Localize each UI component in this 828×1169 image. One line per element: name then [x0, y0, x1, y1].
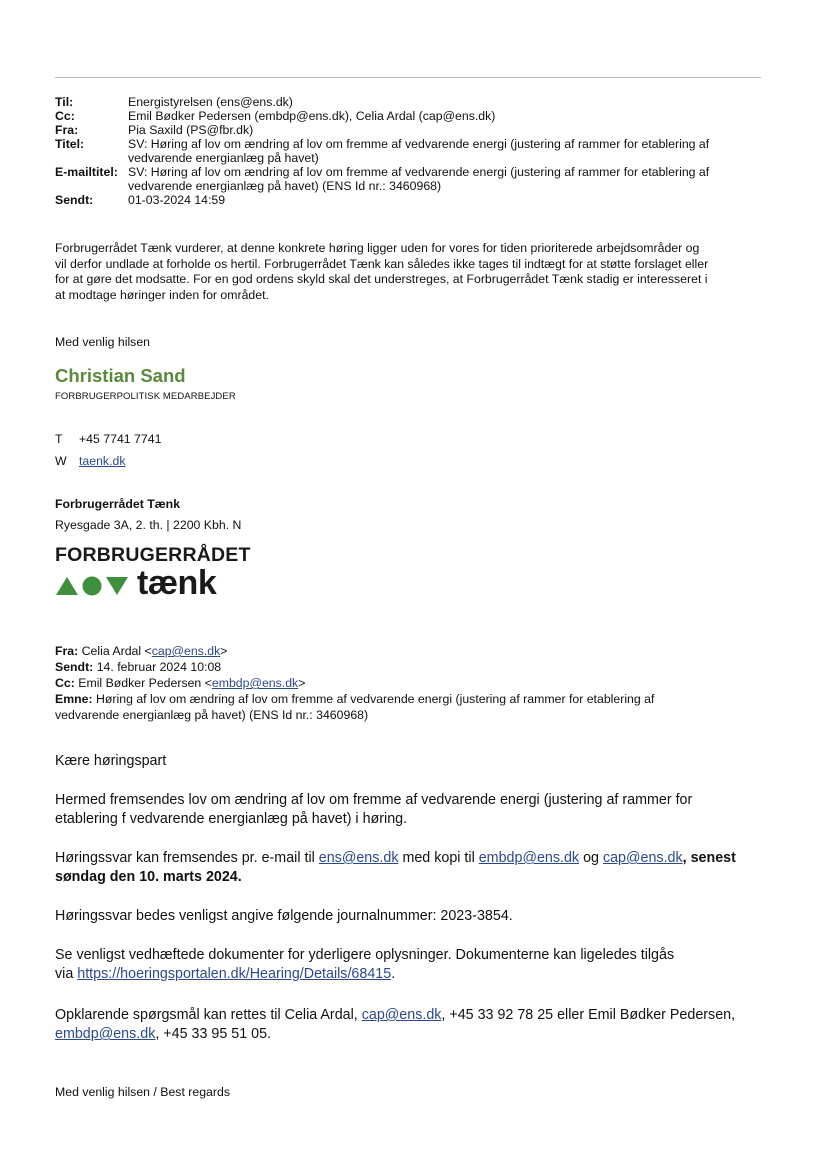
salutation: Kære høringspart: [55, 753, 167, 769]
fw-cc-name: Emil Bødker Pedersen <: [78, 676, 212, 690]
fw-sent-label: Sendt:: [55, 660, 94, 674]
closing: Med venlig hilsen / Best regards: [55, 1085, 230, 1099]
fw-subject-line1: Høring af lov om ændring af lov om fremme af vedvarende energi (justering af rammer for etablering af: [96, 692, 655, 706]
p1-line1: Hermed fremsendes lov om ændring af lov om fremme af vedvarende energi (justering af rammer for: [55, 792, 693, 808]
emailtitle-value: [128, 165, 765, 193]
p4-line1: Se venligst vedhæftede dokumenter for yderligere oplysninger. Dokumenterne kan ligeledes tilgås: [55, 947, 675, 963]
intro-paragraph: [55, 241, 765, 303]
p5-text-b: , +45 33 92 78 25 eller Emil Bødker Pedersen,: [441, 1007, 736, 1023]
paragraph-2: [55, 849, 770, 887]
logo-top-text: FORBRUGERRÅDET: [55, 544, 251, 566]
paragraph-1: [55, 791, 770, 829]
p2-link-cap[interactable]: cap@ens.dk: [602, 850, 683, 866]
forwarded-subject-row: [55, 691, 770, 723]
p2-link-embdp[interactable]: embdp@ens.dk: [478, 850, 580, 866]
p5-text-a: Opklarende spørgsmål kan rettes til Celia Ardal,: [55, 1007, 362, 1023]
fw-cc-email[interactable]: embdp@ens.dk: [211, 676, 299, 690]
p4-via: via: [55, 966, 78, 982]
emailtitle-label: E-mailtitel:: [55, 165, 118, 179]
fw-subject-line2: vedvarende energianlæg på havet) (ENS Id nr.: 3460968): [55, 708, 369, 722]
p2-text-c: og: [579, 850, 603, 866]
forbrugerraadet-logo: [55, 545, 251, 600]
fw-sent-value: 14. februar 2024 10:08: [96, 660, 222, 674]
title-label: Titel:: [55, 137, 85, 151]
fw-cc-label: Cc:: [55, 676, 75, 690]
p1-line2: etablering f vedvarende energianlæg på havet) i høring.: [55, 811, 408, 827]
forwarded-from-row: [55, 643, 770, 659]
paragraph-5: [55, 1006, 770, 1044]
p2-text-b: med kopi til: [398, 850, 479, 866]
fw-from-close: >: [220, 644, 228, 658]
signature-address: Ryesgade 3A, 2. th. | 2200 Kbh. N: [55, 518, 242, 532]
fw-from-name: Celia Ardal <: [81, 644, 152, 658]
to-label: Til:: [55, 95, 74, 109]
sent-label: Sendt:: [55, 193, 94, 207]
title-value-line1: SV: Høring af lov om ændring af lov om fremme af vedvarende energi (justering af rammer for etablering af: [128, 137, 710, 151]
p2-bold-1: , senest: [682, 850, 736, 866]
intro-line: vil derfor undlade at forholde os hertil. Forbrugerrådet Tænk kan således ikke tages til indtægt for at støtte forslaget eller: [55, 256, 709, 271]
fw-cc-close: >: [298, 676, 306, 690]
signature-web-row: [55, 454, 126, 468]
header-to-row: [55, 95, 765, 109]
header-title-row: [55, 137, 765, 165]
header-emailtitle-row: [55, 165, 765, 193]
cc-label: Cc:: [55, 109, 75, 123]
forwarded-header: [55, 643, 770, 723]
forwarded-sent-row: [55, 659, 770, 675]
header-from-row: [55, 123, 765, 137]
p5-link-embdp[interactable]: embdp@ens.dk: [55, 1026, 156, 1042]
p2-text-a: Høringssvar kan fremsendes pr. e-mail til: [55, 850, 319, 866]
logo-word: tænk: [137, 564, 217, 602]
p2-bold-2: søndag den 10. marts 2024.: [55, 869, 242, 885]
signature-phone-row: [55, 432, 161, 446]
sent-value: 01-03-2024 14:59: [128, 193, 226, 207]
signature-role: FORBRUGERPOLITISK MEDARBEJDER: [55, 391, 236, 402]
paragraph-4: [55, 946, 770, 984]
logo-shapes-icon: [55, 568, 131, 598]
intro-line: at modtage høringer inden for området.: [55, 287, 269, 302]
fw-subject-label: Emne:: [55, 692, 93, 706]
emailtitle-value-line2: vedvarende energianlæg på havet) (ENS Id nr.: 3460968): [128, 179, 442, 193]
signature-greeting: Med venlig hilsen: [55, 335, 151, 349]
web-link[interactable]: taenk.dk: [79, 454, 126, 468]
title-value-line2: vedvarende energianlæg på havet): [128, 151, 319, 165]
top-divider: [55, 77, 761, 78]
phone-value: +45 7741 7741: [79, 432, 162, 446]
web-key: W: [55, 454, 67, 468]
p4-end: .: [391, 966, 396, 982]
p5-text-c: , +45 33 95 51 05.: [155, 1026, 272, 1042]
intro-line: Forbrugerrådet Tænk vurderer, at denne konkrete høring ligger uden for vores for tiden prioriterede arbejdsområder og: [55, 241, 700, 255]
from-value: Pia Saxild (PS@fbr.dk): [128, 123, 254, 137]
header-sent-row: [55, 193, 765, 207]
title-value: [128, 137, 765, 165]
intro-line: for at gøre det modsatte. For en god ordens skyld skal det understreges, at Forbrugerrådet Tænk stadig er interesseret i: [55, 272, 708, 286]
p2-link-ens[interactable]: ens@ens.dk: [318, 850, 399, 866]
signature-org: Forbrugerrådet Tænk: [55, 497, 181, 511]
phone-key: T: [55, 432, 63, 446]
fw-from-email[interactable]: cap@ens.dk: [151, 644, 221, 658]
forwarded-cc-row: [55, 675, 770, 691]
fw-from-label: Fra:: [55, 644, 79, 658]
paragraph-3: Høringssvar bedes venligst angive følgende journalnummer: 2023-3854.: [55, 908, 513, 924]
from-label: Fra:: [55, 123, 79, 137]
header-cc-row: [55, 109, 765, 123]
email-header: [55, 95, 765, 207]
logo-bottom: [55, 566, 251, 600]
p5-link-cap[interactable]: cap@ens.dk: [361, 1007, 442, 1023]
p4-link-hoeringsportalen[interactable]: https://hoeringsportalen.dk/Hearing/Details/68415: [77, 966, 392, 982]
to-value: Energistyrelsen (ens@ens.dk): [128, 95, 293, 109]
emailtitle-value-line1: SV: Høring af lov om ændring af lov om fremme af vedvarende energi (justering af rammer for etablering af: [128, 165, 710, 179]
cc-value: Emil Bødker Pedersen (embdp@ens.dk), Celia Ardal (cap@ens.dk): [128, 109, 496, 123]
signature-name: Christian Sand: [55, 365, 186, 386]
